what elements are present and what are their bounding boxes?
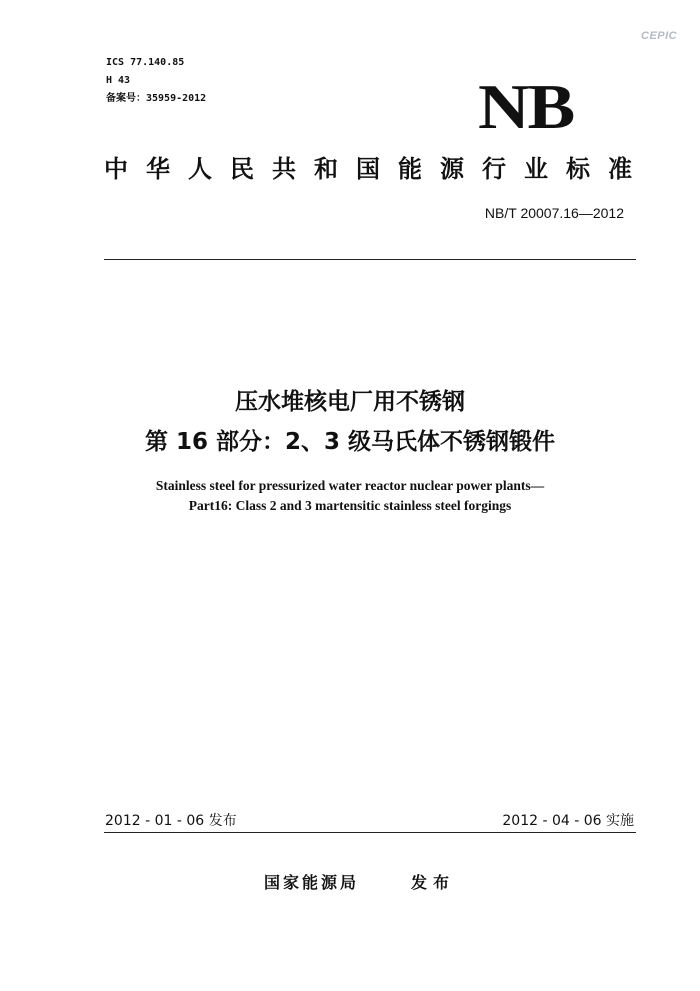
chinese-title-line-1: 压水堆核电厂用不锈钢 [235,389,465,415]
title-char: 和 [314,155,338,183]
title-char: 标 [566,155,590,183]
footer-divider [104,832,636,833]
title-char: 共 [272,155,296,183]
english-title-line-2: Part16: Class 2 and 3 martensitic stainless steel forgings [188,498,512,513]
filing-number: 备案号：35959-2012 [106,93,207,104]
nb-logo: NB [478,71,574,142]
title-char: 准 [608,155,632,183]
title-char: 中 [104,155,128,183]
title-char: 华 [146,155,170,183]
issuing-organization: 国家能源局 [264,873,360,892]
publish-date: 2012 - 01 - 06 发布 [105,813,237,829]
chinese-title-line-2: 第 16 部分：2、3 级马氏体不锈钢锻件 [144,429,556,455]
english-title-line-1: Stainless steel for pressurized water reactor nuclear power plants— [155,478,545,493]
title-char: 行 [482,155,506,183]
title-char: 国 [356,155,380,183]
implementation-date: 2012 - 04 - 06 实施 [502,813,634,829]
watermark-logo: CEPIC [641,30,678,42]
title-char: 能 [398,155,422,183]
title-char: 民 [230,155,254,183]
title-char: 人 [188,155,212,183]
title-char: 业 [524,155,548,183]
title-char: 源 [440,155,464,183]
ics-code: ICS 77.140.85 [106,57,185,68]
header-divider [104,259,636,260]
issue-action: 发布 [411,873,456,892]
standard-category-title [104,153,632,185]
classification-code: H 43 [106,75,131,86]
standard-number: NB/T 20007.16—2012 [484,205,624,221]
